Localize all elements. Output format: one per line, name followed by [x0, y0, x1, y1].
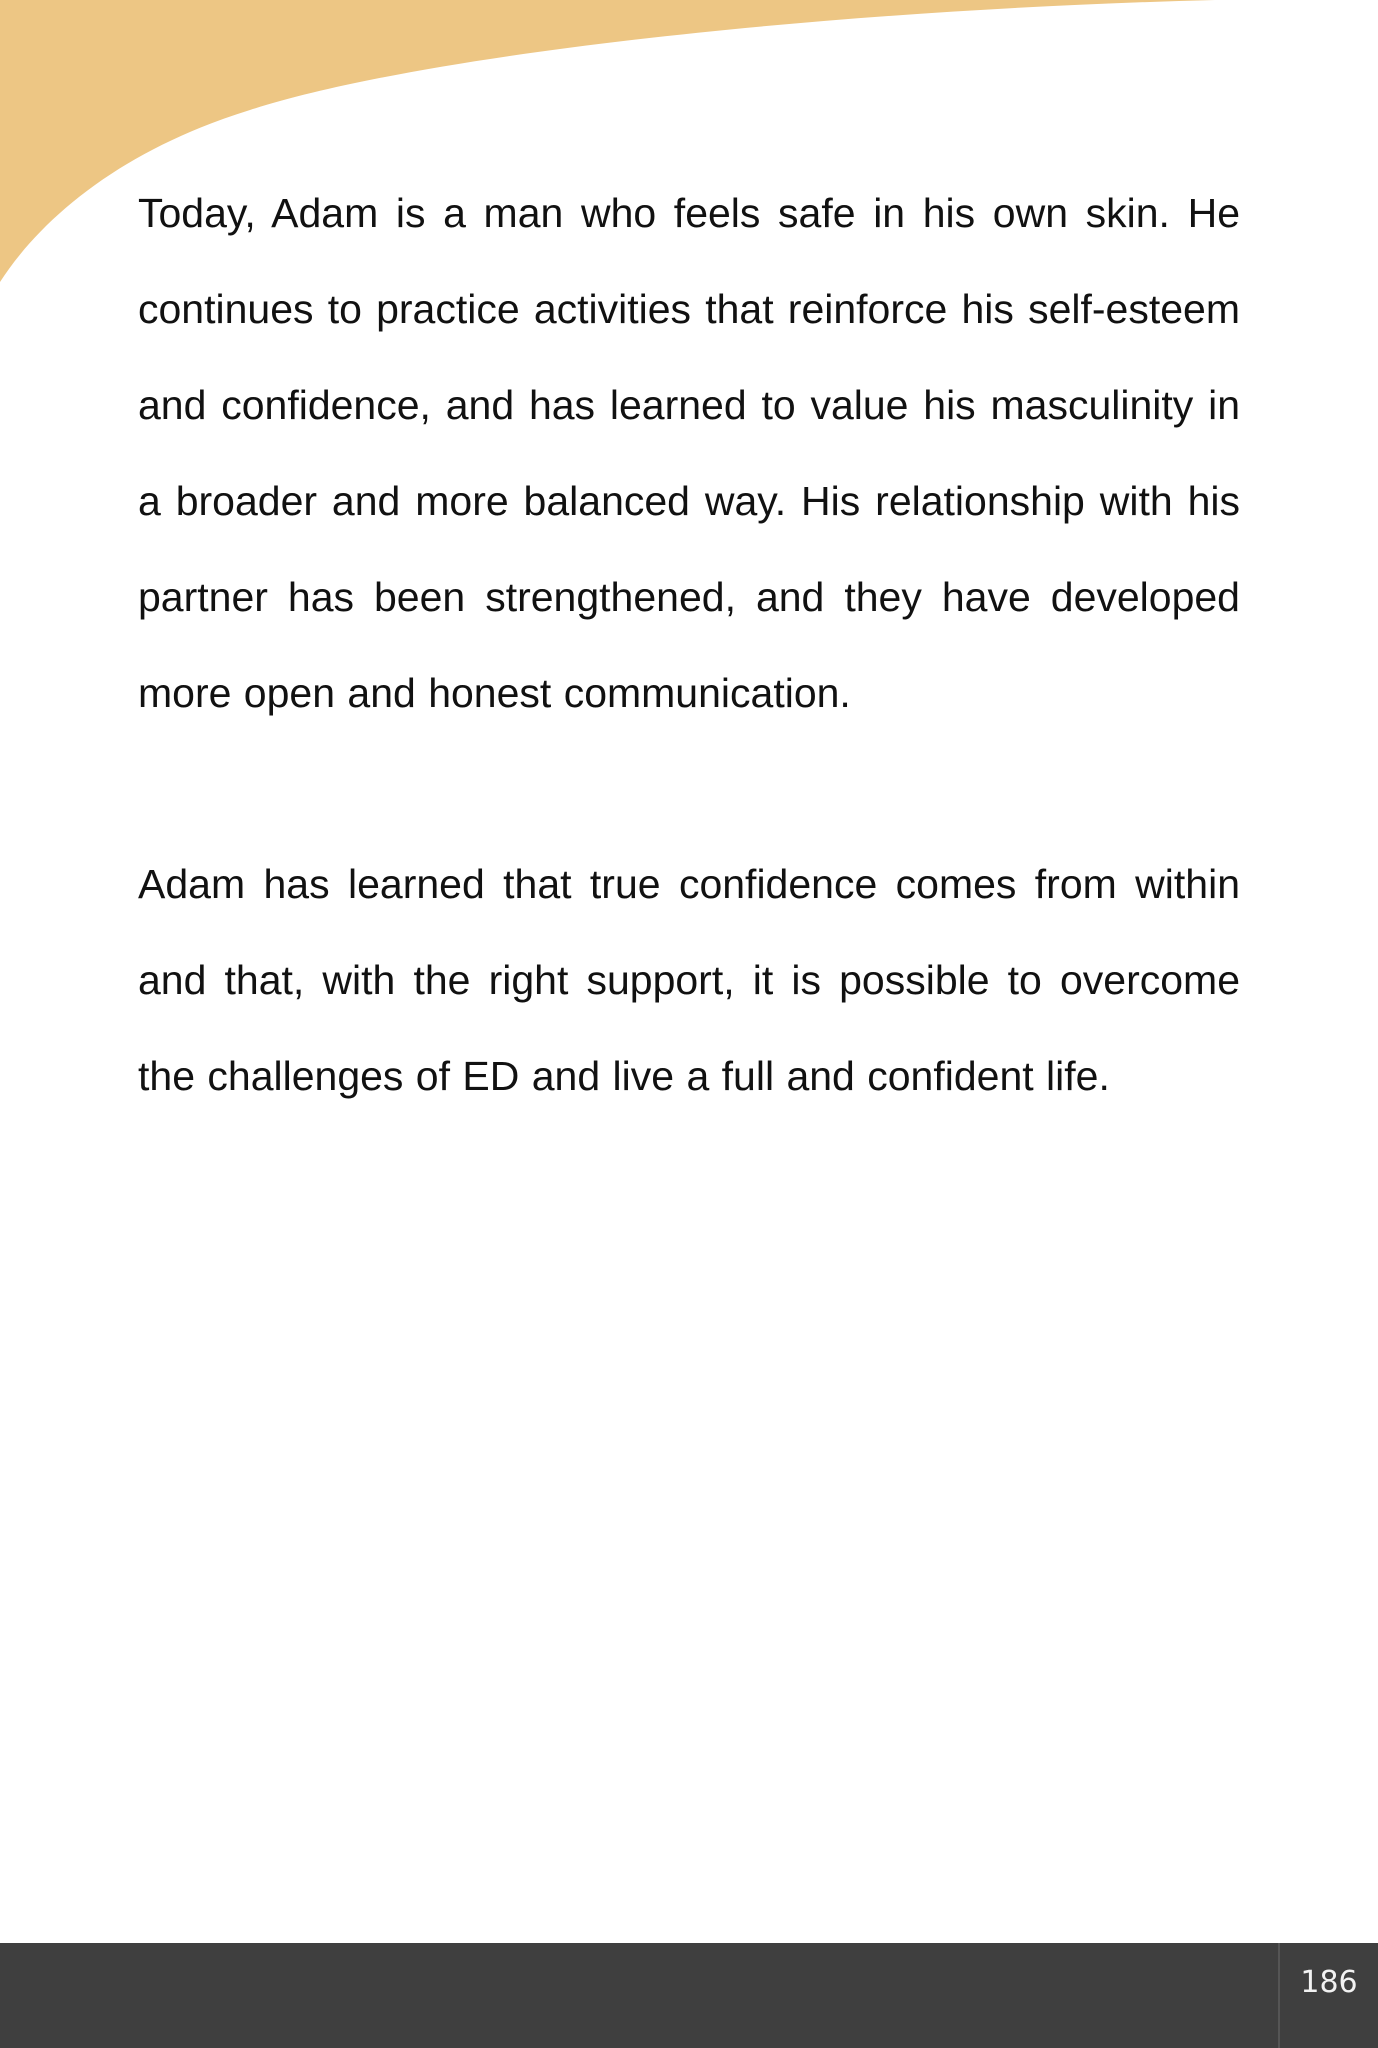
page-body	[138, 165, 1240, 1124]
page-footer	[0, 1943, 1378, 2048]
page-number: 186	[1300, 1965, 1358, 2000]
paragraph-1: Today, Adam is a man who feels safe in his own skin. He continues to practice activities that reinforce his self-esteem and confidence, and has learned to value his masculinity in a broader and more balanced way. His relationship with his partner has been strengthened, and they have developed more open and honest communication.	[138, 190, 1240, 716]
paragraph-2: Adam has learned that true confidence comes from within and that, with the right support, it is possible to overcome the challenges of ED and live a full and confident life.	[138, 861, 1240, 1099]
